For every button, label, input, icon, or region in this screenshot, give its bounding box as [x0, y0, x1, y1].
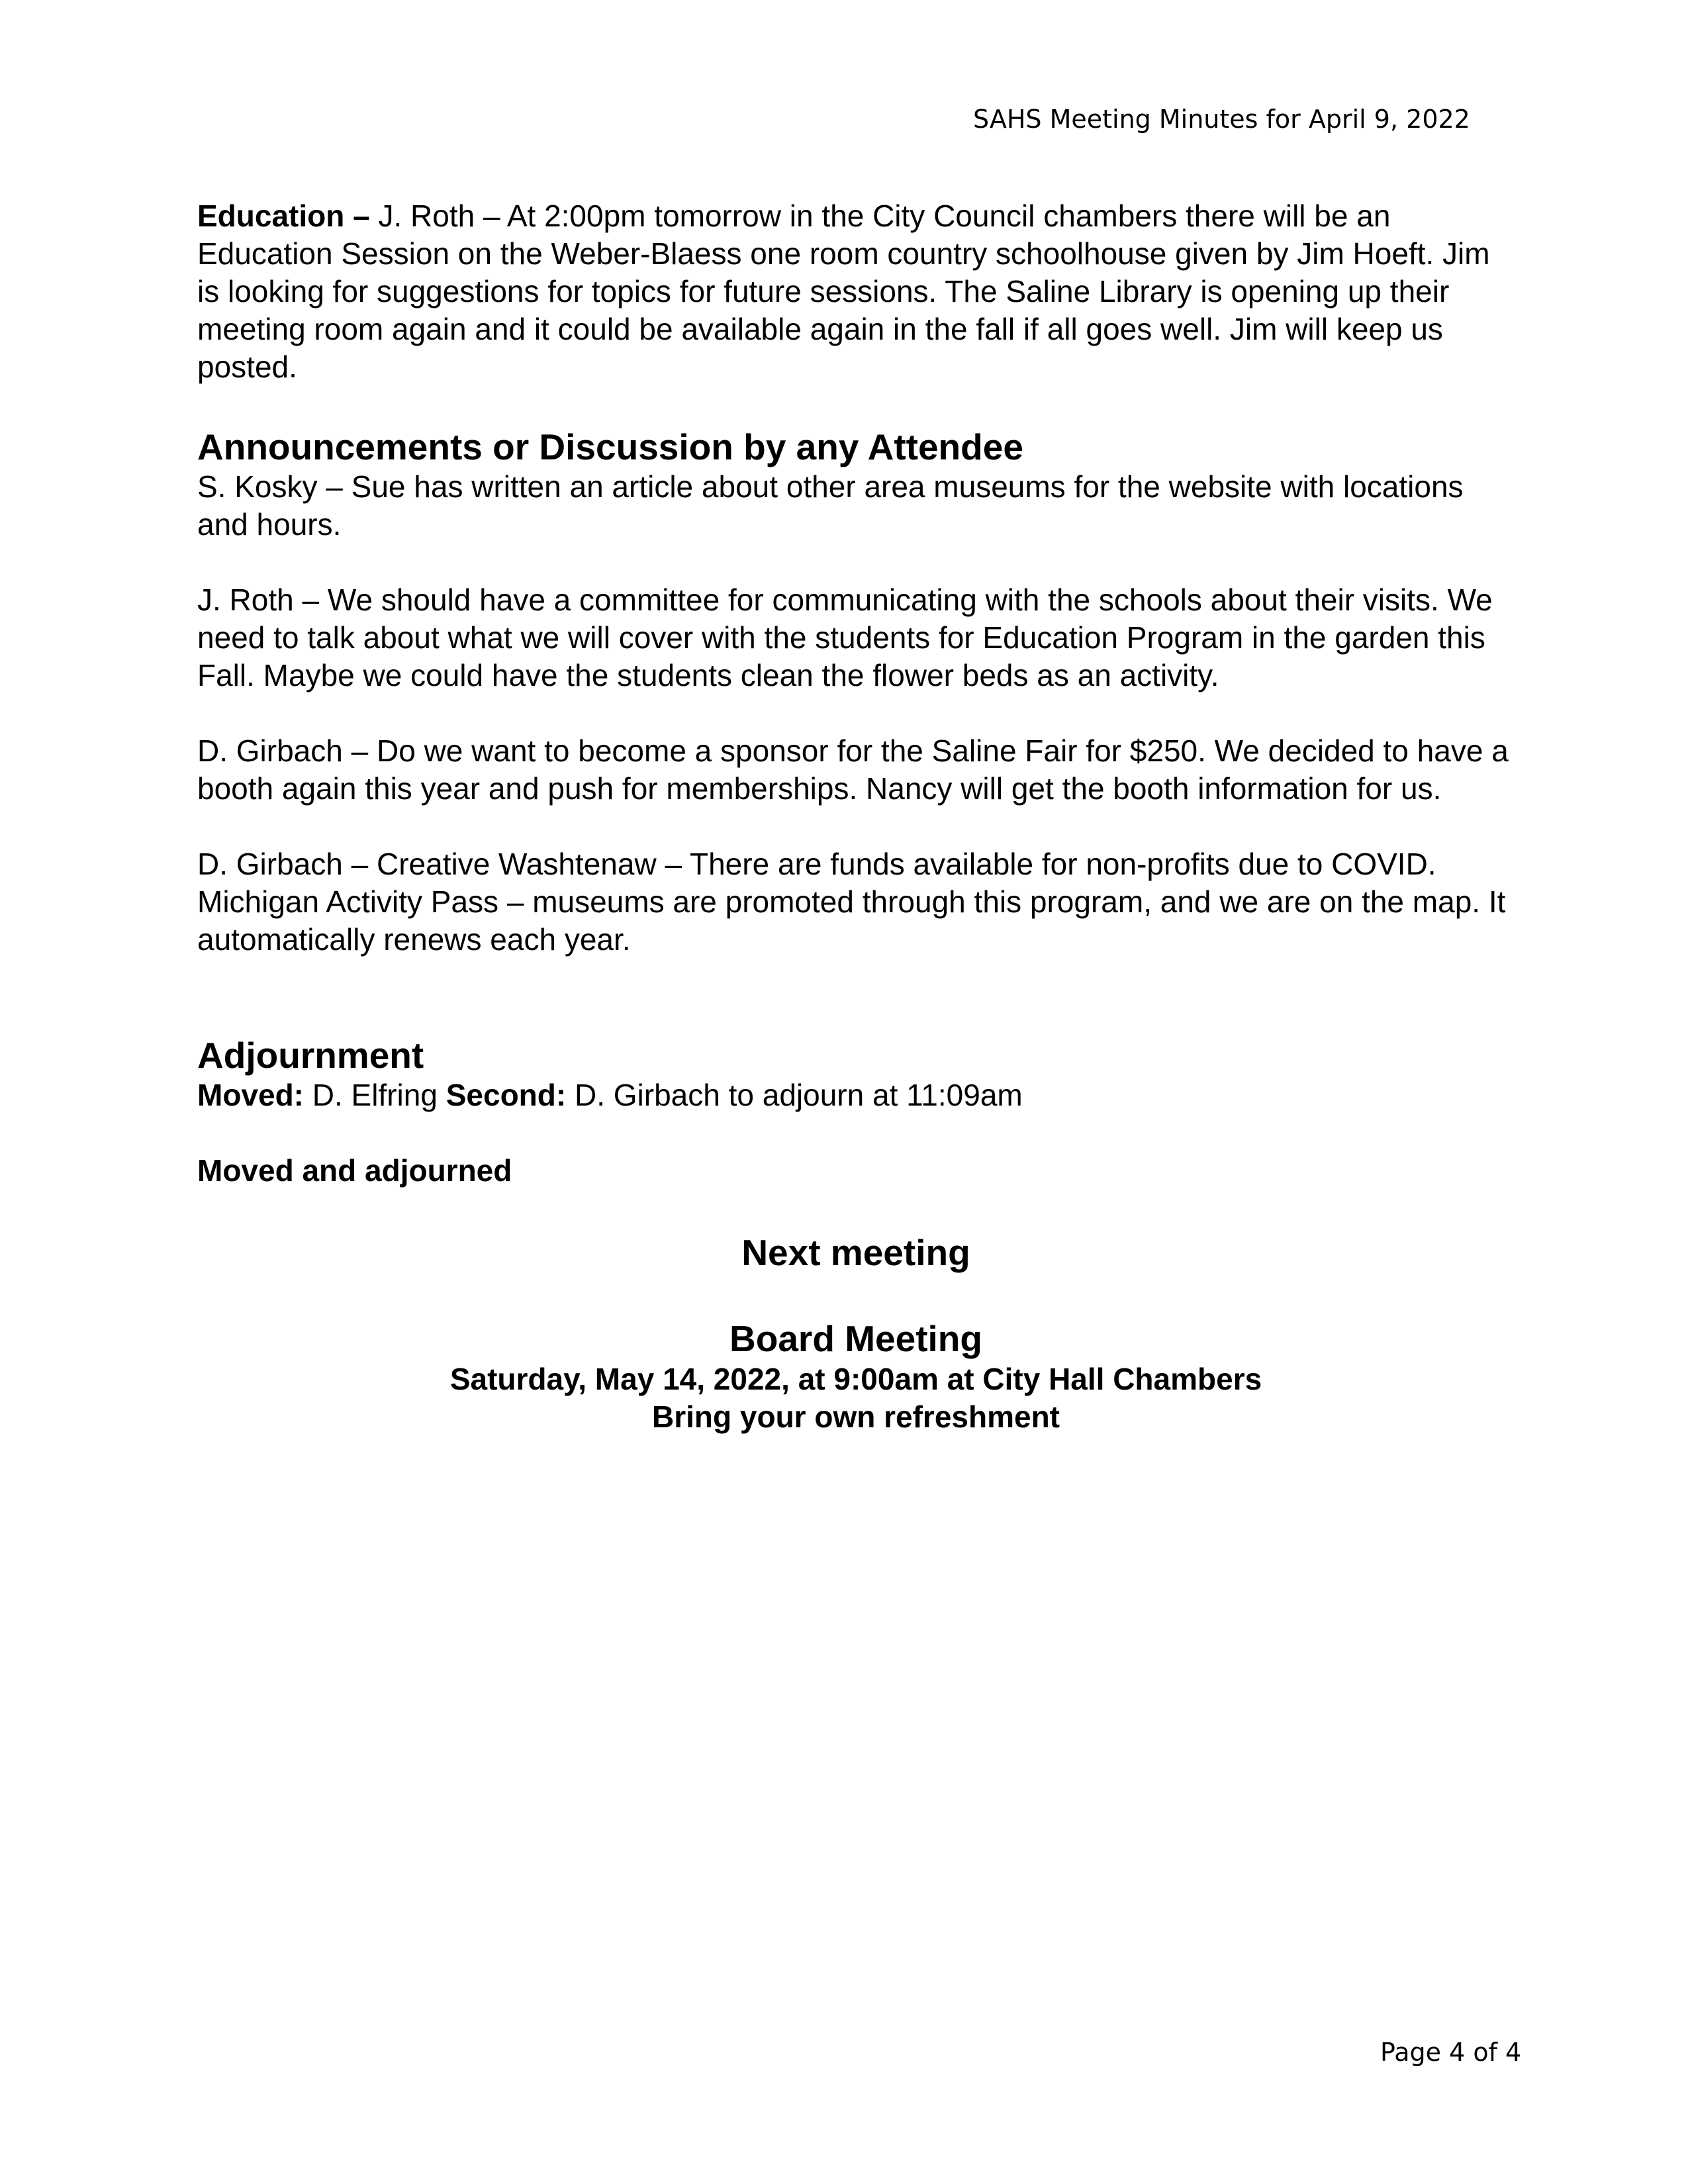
announcement-item: D. Girbach – Creative Washtenaw – There are funds available for non-profits due to COVID. Michigan Activity Pass – museums are promoted through this program, and we are on the map. It automatically renews each year.: [197, 847, 1506, 957]
adjournment-closing-text: Moved and adjourned: [197, 1153, 512, 1188]
running-header: SAHS Meeting Minutes for April 9, 2022: [973, 105, 1470, 134]
meeting-note: Bring your own refreshment: [652, 1400, 1060, 1434]
moved-label: Moved:: [197, 1078, 304, 1112]
adjournment-motion: [197, 1076, 1515, 1114]
minutes-body: [197, 197, 1515, 1436]
board-meeting-title: Board Meeting: [729, 1318, 982, 1359]
adjournment-closing: [197, 1152, 1515, 1190]
page-number: Page 4 of 4: [1380, 2038, 1522, 2067]
education-paragraph: [197, 197, 1515, 386]
adjournment-heading: Adjournment: [197, 1035, 424, 1076]
meeting-details: Saturday, May 14, 2022, at 9:00am at City Hall Chambers: [449, 1362, 1262, 1396]
education-text: J. Roth – At 2:00pm tomorrow in the City Council chambers there will be an Education Session on the Weber-Blaess one room country schoolhouse given by Jim Hoeft. Jim is looking for suggestions for topics for future sessions. The Saline Library is opening up their meeting room again and it could be available again in the fall if all goes well. Jim will keep us posted.: [197, 199, 1490, 384]
announcement-item: D. Girbach – Do we want to become a sponsor for the Saline Fair for $250. We decided to have a booth again this year and push for memberships. Nancy will get the booth information for us.: [197, 734, 1509, 806]
education-label: Education –: [197, 199, 370, 233]
next-meeting-title: Next meeting: [741, 1232, 970, 1273]
announcements-heading: Announcements or Discussion by any Attendee: [197, 426, 1023, 467]
moved-value: D. Elfring: [304, 1078, 446, 1112]
second-value: D. Girbach to adjourn at 11:09am: [566, 1078, 1023, 1112]
announcement-item: J. Roth – We should have a committee for communicating with the schools about their visits. We need to talk about what we will cover with the students for Education Program in the garden this Fall. Maybe we could have the students clean the flower beds as an activity.: [197, 583, 1493, 692]
second-label: Second:: [445, 1078, 567, 1112]
next-meeting-block: [197, 1229, 1515, 1436]
announcement-item: S. Kosky – Sue has written an article about other area museums for the website with locations and hours.: [197, 469, 1464, 542]
